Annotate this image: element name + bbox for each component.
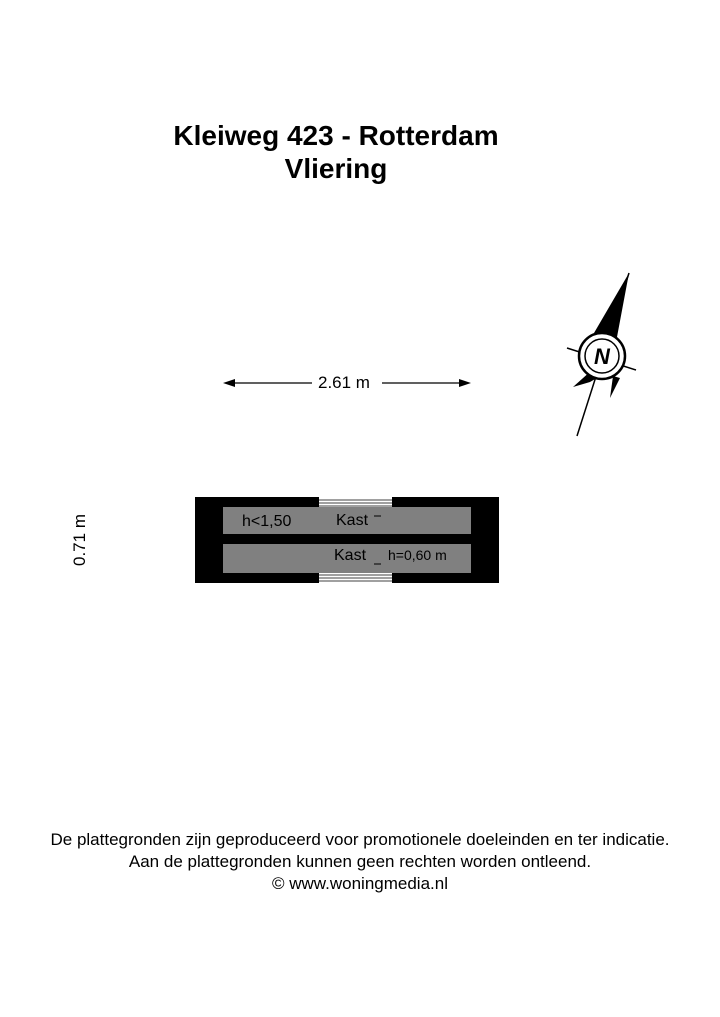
- floor-name: Vliering: [284, 153, 388, 184]
- plan-walls: [195, 497, 499, 583]
- page-title: Kleiweg 423 - Rotterdam: [173, 120, 499, 151]
- width-dimension: 2.61 m: [318, 373, 370, 392]
- lower-kast-label: Kast: [334, 547, 367, 564]
- upper-kast-label: Kast: [336, 512, 369, 529]
- dimension-arrow-left-icon: [223, 379, 235, 387]
- north-arrow-icon: [567, 273, 636, 436]
- disclaimer-line-1: De plattegronden zijn geproduceerd voor promotionele doeleinden en ter indicatie.: [50, 830, 670, 849]
- upper-height-label: h<1,50: [242, 513, 292, 530]
- lower-height-label: h=0,60 m: [388, 547, 447, 563]
- compass-letter: N: [594, 344, 610, 369]
- dimension-arrow-right-icon: [459, 379, 471, 387]
- copyright-line: © www.woningmedia.nl: [272, 874, 448, 893]
- top-opening: [319, 497, 392, 507]
- depth-dimension: 0.71 m: [70, 514, 89, 566]
- disclaimer-line-2: Aan de plattegronden kunnen geen rechten worden ontleend.: [128, 852, 592, 871]
